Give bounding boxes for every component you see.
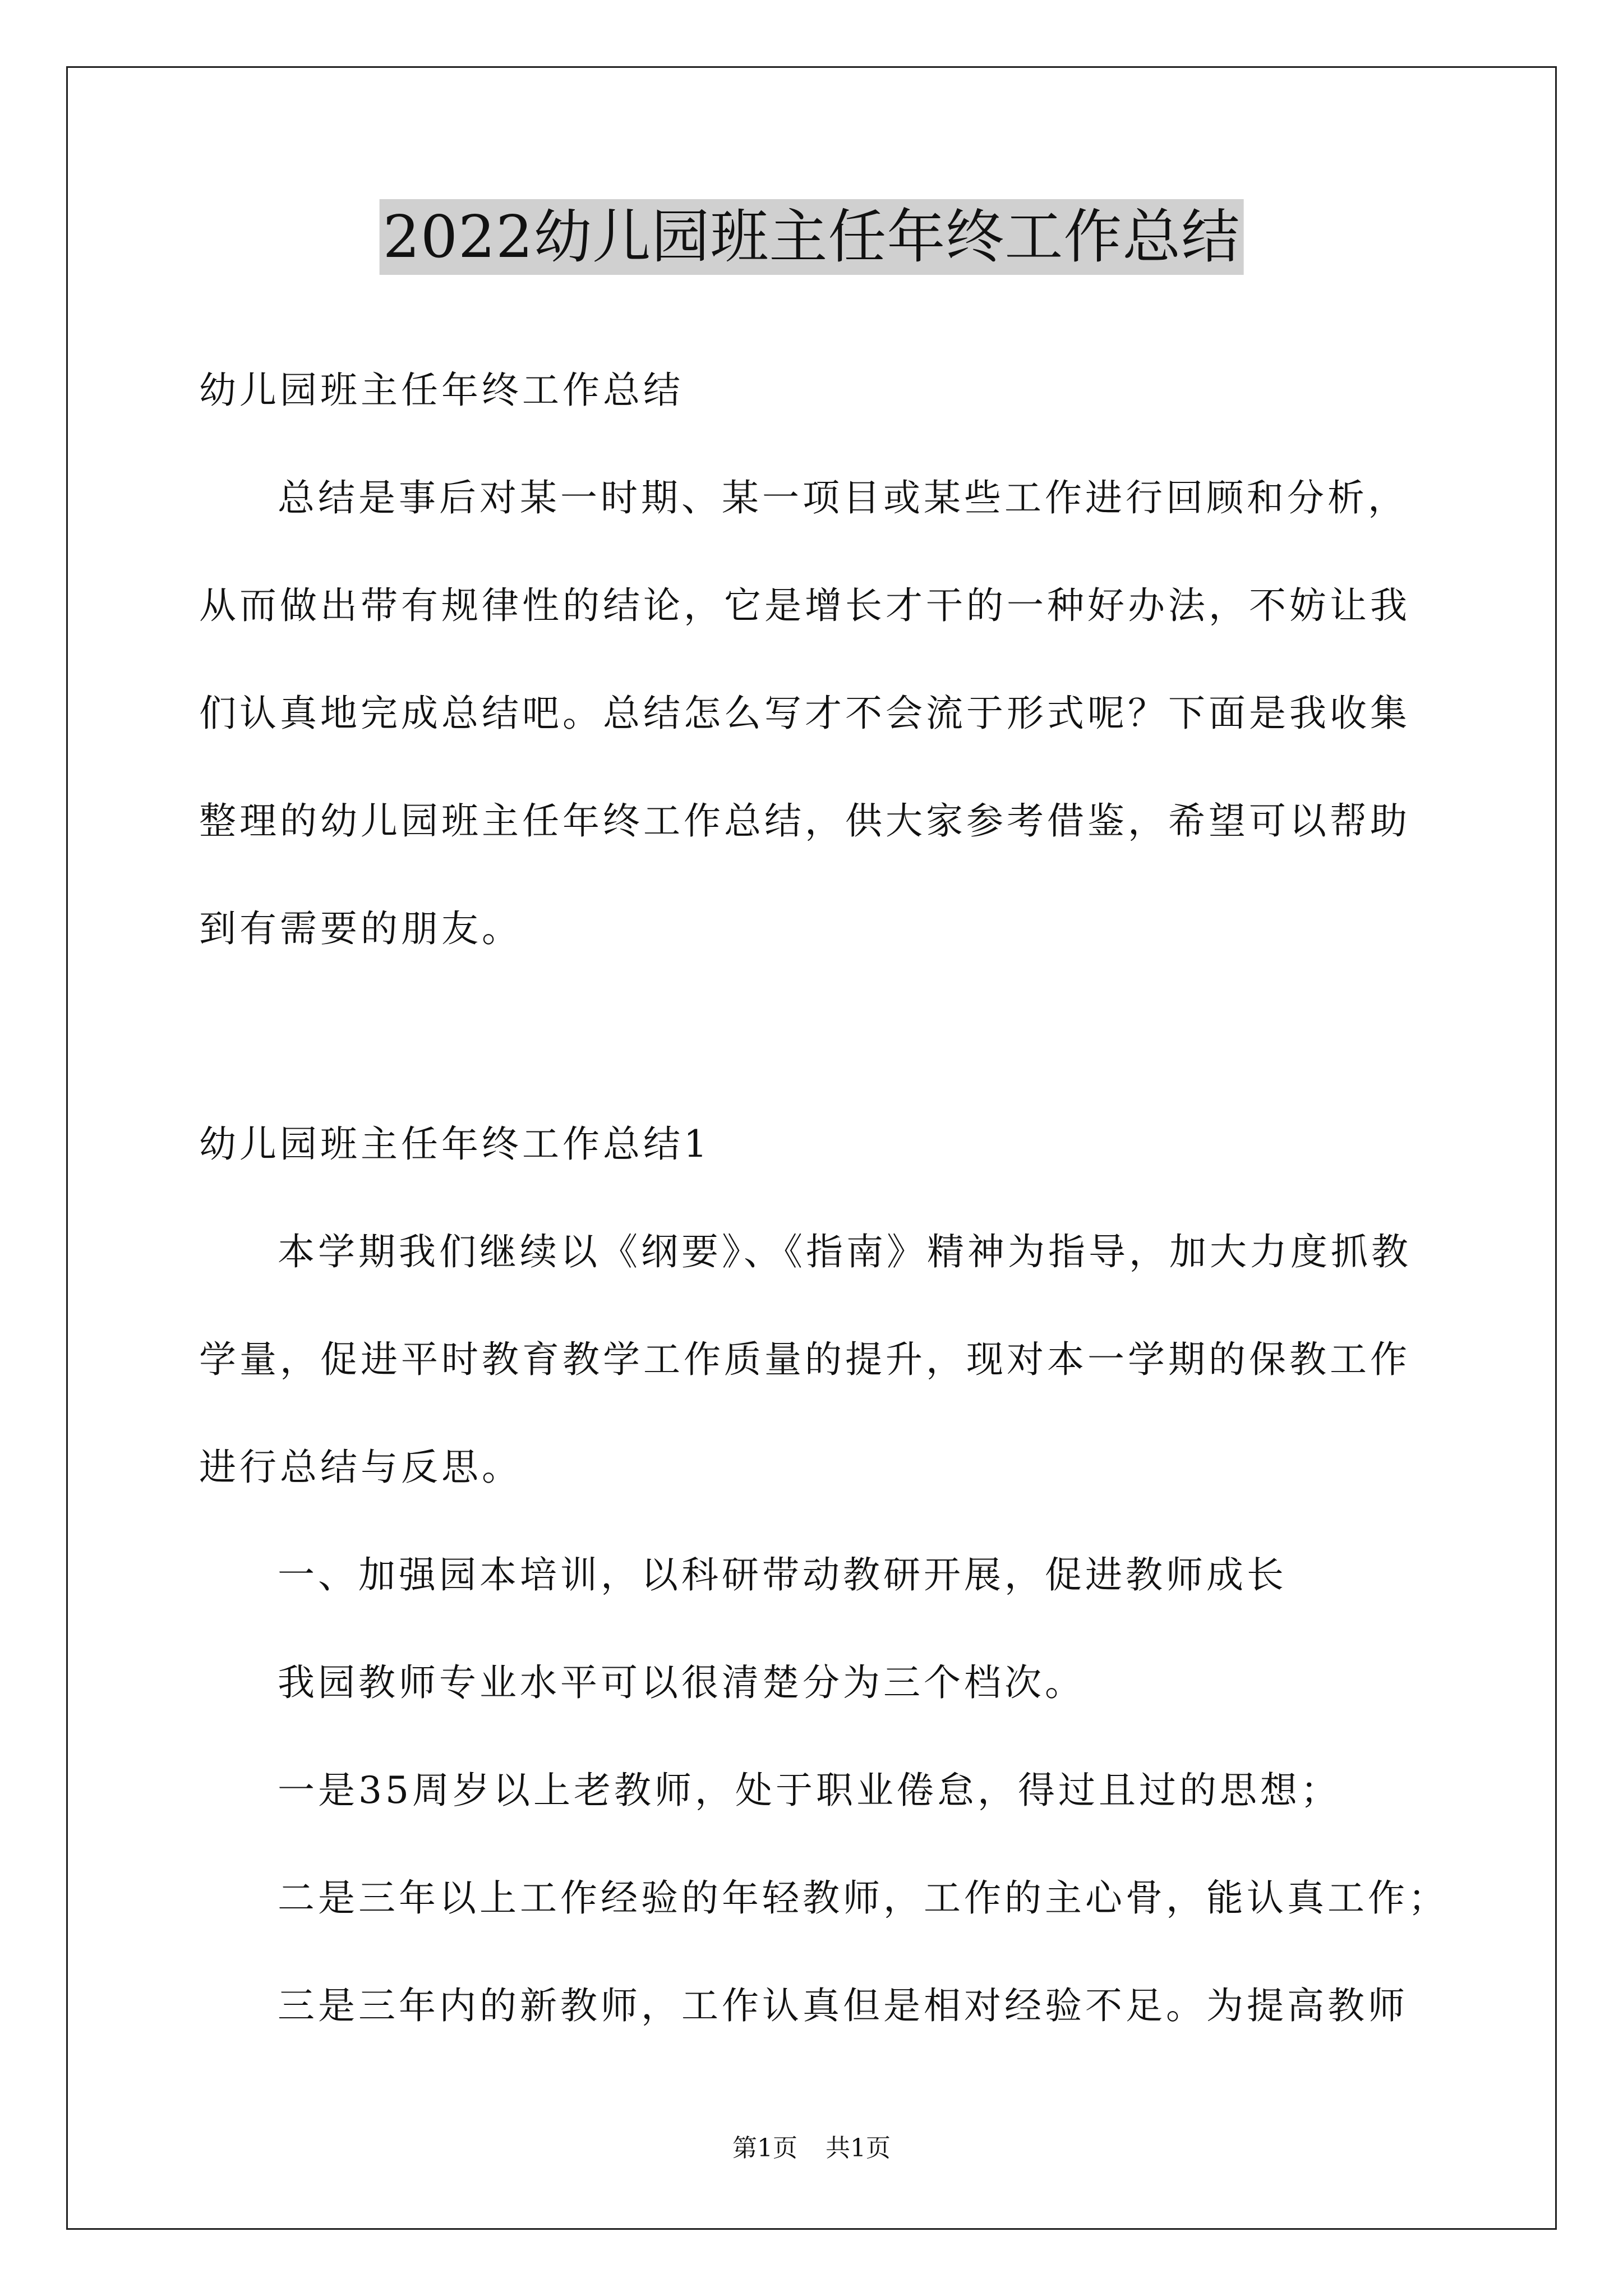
section-line: 本学期我们继续以《纲要》、《指南》精神为指导，加大力度抓教 <box>278 1230 1412 1273</box>
document-subtitle: 幼儿园班主任年终工作总结 <box>199 369 684 412</box>
document-body <box>199 337 1449 2060</box>
section-line: 进行总结与反思。 <box>199 1446 522 1489</box>
intro-line: 到有需要的朋友。 <box>199 907 522 950</box>
intro-line: 整理的幼儿园班主任年终工作总结，供大家参考借鉴，希望可以帮助 <box>199 799 1410 843</box>
section-heading: 幼儿园班主任年终工作总结1 <box>199 1122 711 1166</box>
point-line: 二是三年以上工作经验的年轻教师，工作的主心骨，能认真工作； <box>278 1876 1449 1920</box>
intro-line: 从而做出带有规律性的结论，它是增长才干的一种好办法，不妨让我 <box>199 584 1410 627</box>
page-footer <box>0 2132 1623 2165</box>
point-line: 三是三年内的新教师，工作认真但是相对经验不足。为提高教师 <box>278 1984 1408 2027</box>
page-number: 第1页 <box>732 2134 797 2162</box>
point-line: 一是35周岁以上老教师，处于职业倦怠，得过且过的思想； <box>278 1769 1341 1812</box>
page-total: 共1页 <box>826 2134 891 2162</box>
document-title: 2022幼儿园班主任年终工作总结 <box>380 199 1244 275</box>
paragraph-gap <box>199 983 1438 1091</box>
intro-line: 总结是事后对某一时期、某一项目或某些工作进行回顾和分析， <box>278 476 1408 519</box>
point-line: 我园教师专业水平可以很清楚分为三个档次。 <box>278 1661 1085 1704</box>
intro-line: 们认真地完成总结吧。总结怎么写才不会流于形式呢？下面是我收集 <box>199 692 1410 735</box>
point-heading: 一、加强园本培训，以科研带动教研开展，促进教师成长 <box>278 1553 1287 1596</box>
section-line: 学量，促进平时教育教学工作质量的提升，现对本一学期的保教工作 <box>199 1338 1410 1381</box>
